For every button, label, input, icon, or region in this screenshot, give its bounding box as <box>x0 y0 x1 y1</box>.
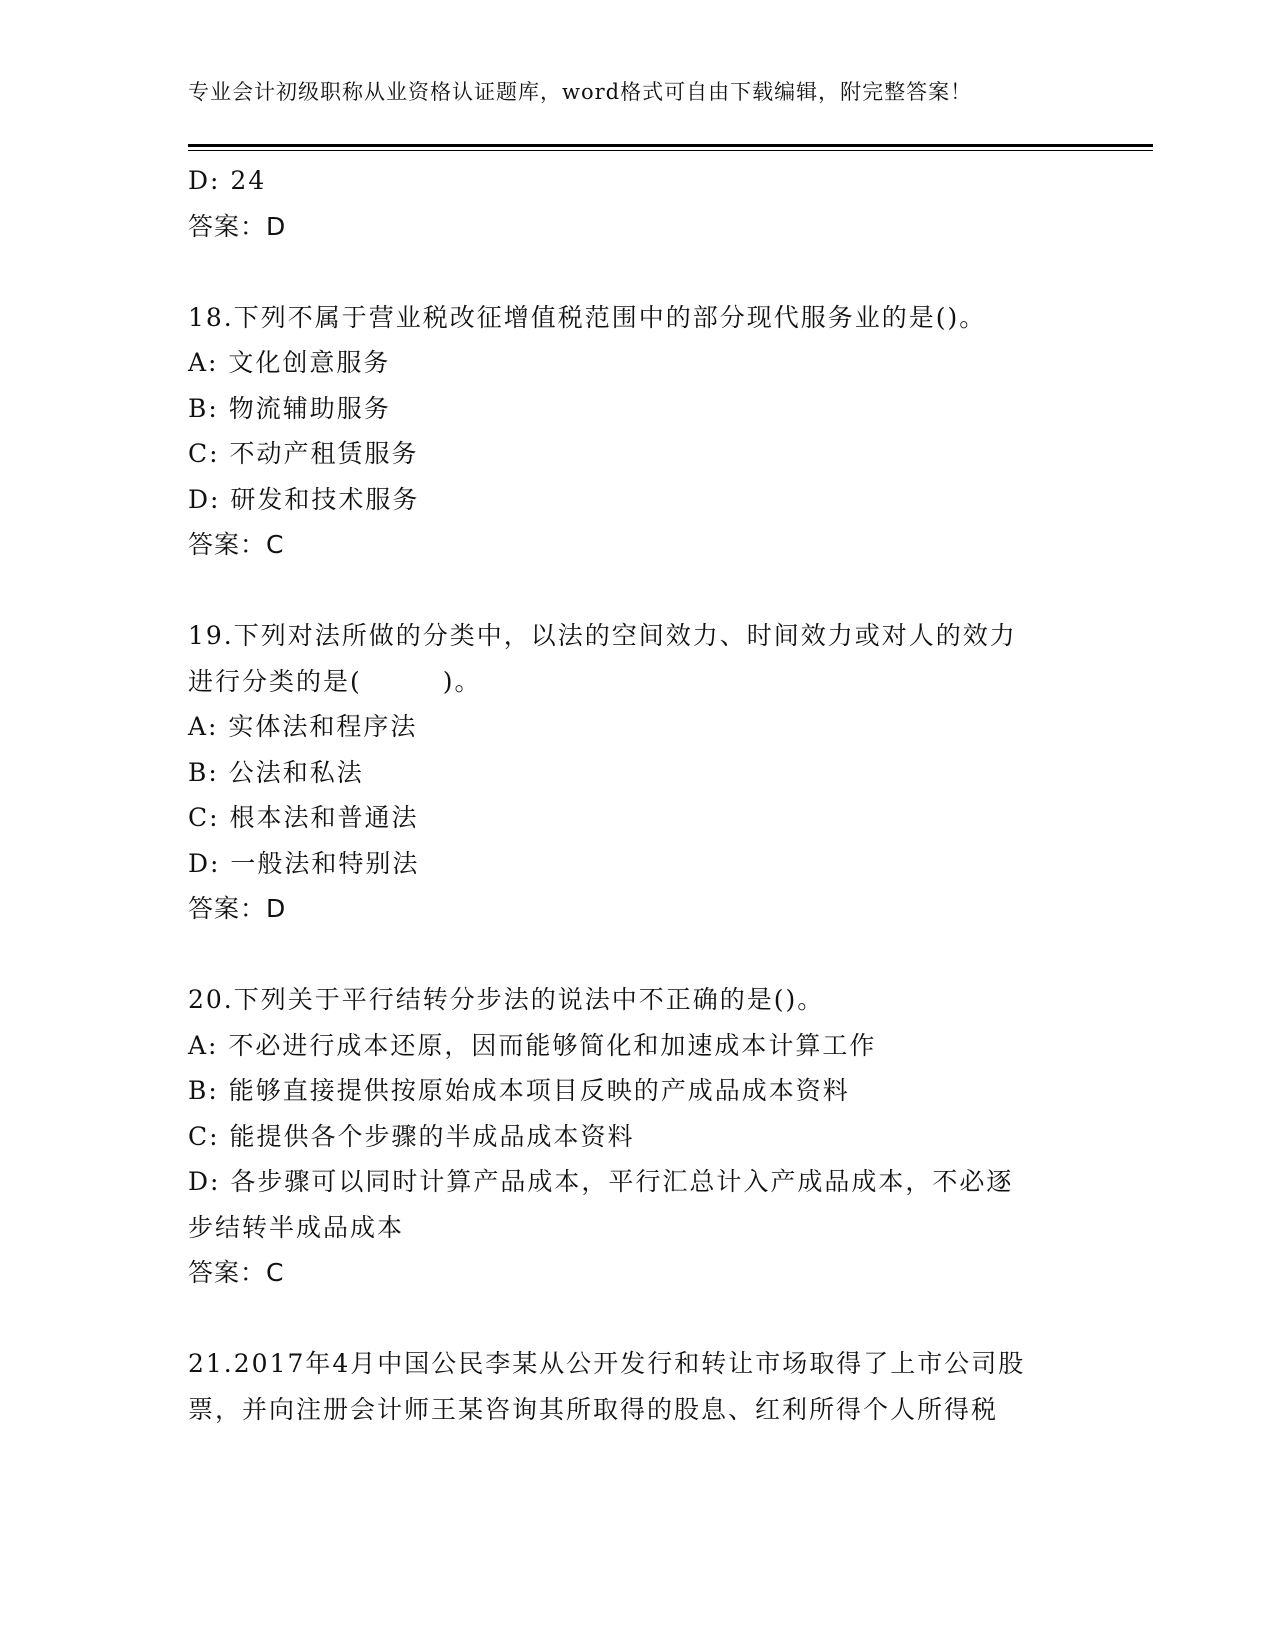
option-a: A: 实体法和程序法 <box>188 712 418 741</box>
option-a: A: 不必进行成本还原，因而能够简化和加速成本计算工作 <box>188 1030 877 1060</box>
page-header: 专业会计初级职称从业资格认证题库，word格式可自由下载编辑，附完整答案！ <box>188 80 973 104</box>
header-rule-thin <box>188 150 1153 151</box>
option-c: C: 不动产租赁服务 <box>188 439 419 468</box>
question-stem: 20.下列关于平行结转分步法的说法中不正确的是()。 <box>188 985 825 1014</box>
question-18 <box>188 295 1108 568</box>
answer-line: 答案：C <box>188 1258 285 1287</box>
question-stem-line-2: 票，并向注册会计师王某咨询其所取得的股息、红利所得个人所得税 <box>188 1394 999 1424</box>
question-17-tail <box>188 158 1108 249</box>
option-d-line-2: 步结转半成品成本 <box>188 1212 405 1242</box>
option-b: B: 物流辅助服务 <box>188 393 391 423</box>
header-rule-thick <box>188 144 1153 147</box>
option-d: D: 24 <box>188 166 267 195</box>
option-c: C: 根本法和普通法 <box>188 803 419 832</box>
answer-line: 答案：D <box>188 211 287 241</box>
option-c: C: 能提供各个步骤的半成品成本资料 <box>188 1121 635 1151</box>
question-stem-line-2: 进行分类的是( )。 <box>188 666 482 696</box>
option-a: A: 文化创意服务 <box>188 348 391 377</box>
question-21 <box>188 1341 1108 1432</box>
question-20 <box>188 977 1108 1296</box>
question-content <box>188 158 1108 1432</box>
option-b: B: 能够直接提供按原始成本项目反映的产成品成本资料 <box>188 1076 850 1105</box>
answer-line: 答案：D <box>188 894 287 923</box>
question-stem-line-1: 19.下列对法所做的分类中，以法的空间效力、时间效力或对人的效力 <box>188 621 1017 650</box>
answer-line: 答案：C <box>188 530 285 559</box>
option-d: D: 一般法和特别法 <box>188 848 420 878</box>
question-stem: 18.下列不属于营业税改征增值税范围中的部分现代服务业的是()。 <box>188 302 987 332</box>
option-b: B: 公法和私法 <box>188 757 364 787</box>
question-stem-line-1: 21.2017年4月中国公民李某从公开发行和转让市场取得了上市公司股 <box>188 1349 1026 1378</box>
option-d: D: 研发和技术服务 <box>188 484 420 514</box>
option-d-line-1: D: 各步骤可以同时计算产品成本，平行汇总计入产成品成本，不必逐 <box>188 1167 1014 1196</box>
question-19 <box>188 613 1108 932</box>
